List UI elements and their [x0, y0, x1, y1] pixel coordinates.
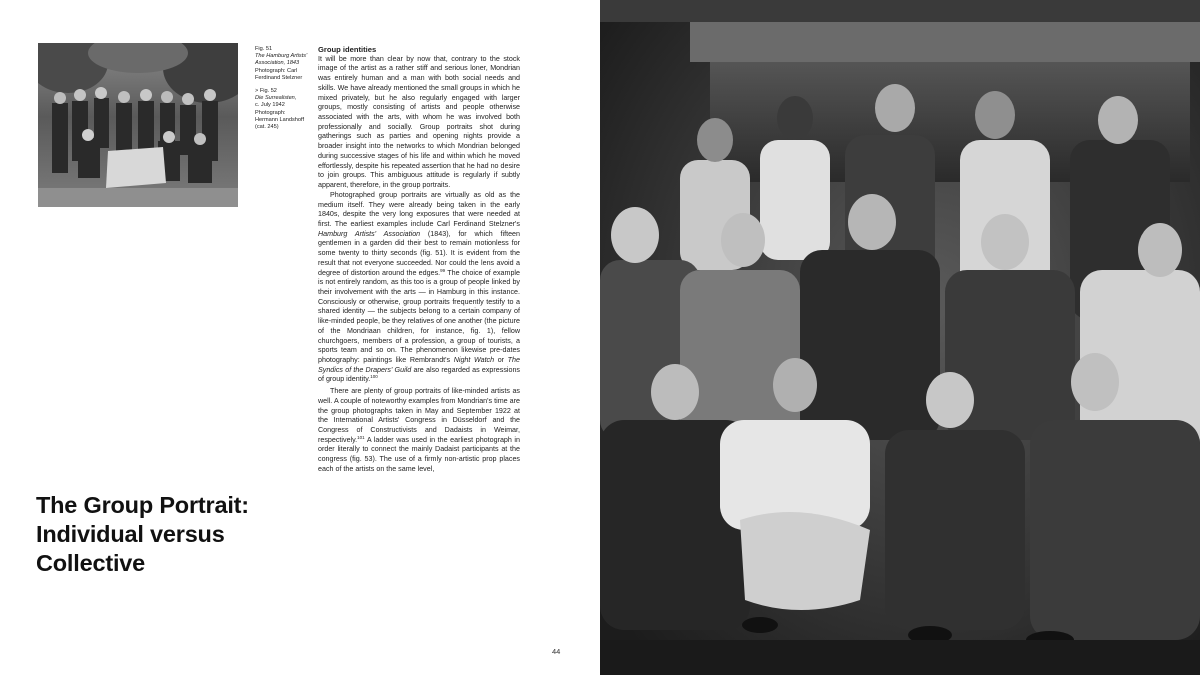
p2-text-d: or	[494, 356, 508, 364]
fig-51-photo	[38, 43, 238, 207]
paragraph-1: It will be more than clear by now that, contrary to the stock image of the artist as a rather stiff and serious loner, Mondrian was entirely human and a man with both social needs and skills. We have already mentioned the small groups in which he mixed privately, but he also regularly engaged with larger groups, mostly consisting of artists and people otherwise associated with the arts, with whom he was involved both professionally and socially. Group portraits shot during gatherings such as parties and opening nights provide a broader insight into the networks to which Mondrian belonged during successive stages of his life and within which he moved effortlessly, despite his repeated assertion that he had no desire to join groups. This ambiguous attitude is regularly if subtly apparent, therefore, in the group portraits.	[318, 54, 520, 190]
fig-51-caption	[255, 46, 310, 82]
fig-51-title: The Hamburg Artists' Association, 1843	[255, 53, 308, 67]
fig-52-caption	[255, 88, 310, 131]
paragraph-3	[318, 387, 520, 474]
p3-text-a: There are plenty of group portraits of like-minded artists as well. A couple of noteworthy examples from Mondrian's time are the group photographs taken in May and September 1922 at the International Artists' Congress in Düsseldorf and the Congress of Constructivists and Dadaists in Weimar, respectively.	[318, 387, 520, 444]
chapter-title: The Group Portrait: Individual versus Collective	[36, 492, 249, 576]
fig-52-credit: Photograph: Hermann Landshoff	[255, 109, 305, 123]
p2-text-c: The choice of example is not entirely random, as this too is a group of people linked by their involvement with the arts — in Hamburg in this instance. Consciously or otherwise, group portraits frequently testify to a shared identity — the subjects belong to a certain company of like-minded people, be they relatives of one another (the picture of the Mondriaan children, for instance, fig. 1), fellow churchgoers, members of a profession, a group of tourists, a sports team and so on. The phenomenon likewise pre-dates photography: paintings like Rembrandt's	[318, 268, 520, 364]
p2-text-b: (1843), for which fifteen gentlemen in a garden did their best to remain motionless for some twenty to thirty seconds (fig. 51). It is evident from the result that not everyone succeeded. Nor could the lens avoid a degree of distortion around the edges.	[318, 229, 520, 277]
fig-51-label: Fig. 51	[255, 46, 273, 52]
fig-51-credit: Photograph: Carl Ferdinand Stelzner	[255, 67, 303, 81]
footnote-100: 100	[370, 374, 378, 380]
figure-captions	[255, 46, 310, 137]
footnote-101: 101	[357, 434, 365, 440]
page-number: 44	[552, 647, 561, 656]
fig-52-title: Die Surrealisten,	[255, 95, 297, 102]
p2-night-watch: Night Watch	[453, 356, 495, 364]
footnote-99: 99	[440, 267, 446, 273]
fig-52-date: c. July 1942	[255, 102, 285, 109]
p2-text-e: are also regarded as expressions of group identity.	[318, 365, 520, 384]
p2-syndics: The Syndics of the Drapers' Guild	[318, 356, 520, 374]
p3-text-b: A ladder was used in the earliest photograph in order literally to connect the mainly Dadaist participants at the congress (fig. 53). The use of a firmly non-artistic prop places each of the artists on the same level,	[318, 435, 520, 473]
paragraph-2	[318, 191, 520, 385]
fig-52-cat: (cat. 245)	[255, 124, 279, 131]
section-heading: Group identities	[318, 45, 377, 54]
fig-52-label: > Fig. 52	[255, 88, 277, 95]
p2-text-a: Photographed group portraits are virtually as old as the medium itself. They were already being taken in the early 1840s, despite the very long exposures that were needed at first. The earliest examples include Carl Ferdinand Stelzner's	[318, 190, 520, 228]
p2-work-title: Hamburg Artists' Association	[318, 229, 421, 238]
fig-52-photo	[600, 0, 1200, 675]
body-text	[318, 45, 520, 475]
